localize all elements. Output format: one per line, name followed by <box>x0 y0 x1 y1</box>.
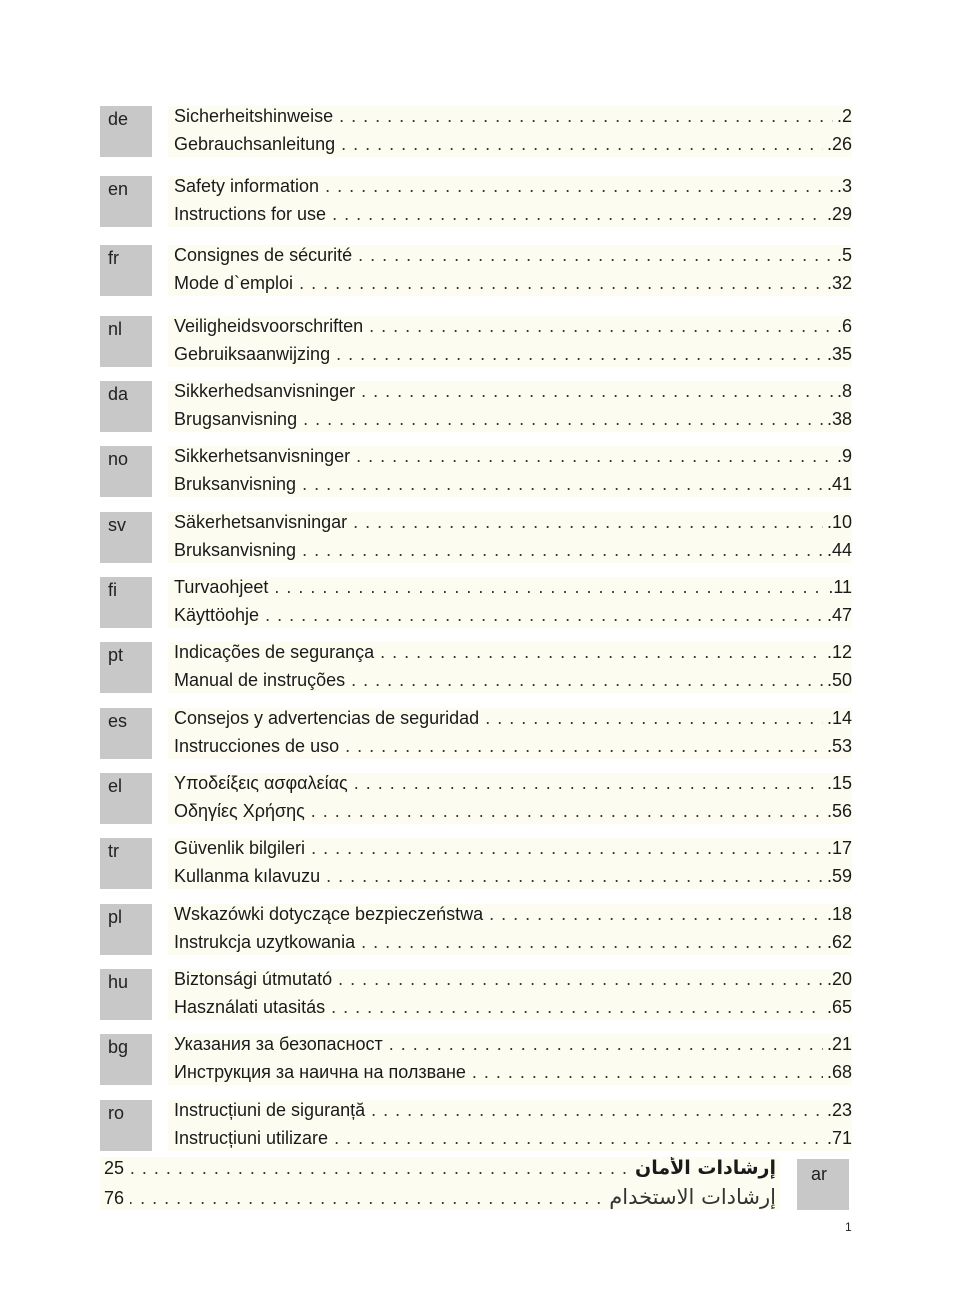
language-code-badge <box>100 904 152 955</box>
toc-lines <box>168 773 852 824</box>
language-code: pl <box>108 907 123 927</box>
toc-page-number: .41 <box>826 474 852 494</box>
toc-title: Instructions for use <box>174 204 327 224</box>
toc-line-safety[interactable] <box>174 838 852 864</box>
toc-title: Instrucțiuni de siguranță <box>174 1100 366 1120</box>
language-code: tr <box>108 841 119 861</box>
toc-page-number: .32 <box>826 273 852 293</box>
dot-leader <box>341 134 823 155</box>
toc-page-number: .29 <box>826 204 852 224</box>
toc-line-safety[interactable] <box>174 1034 852 1060</box>
toc-lines <box>168 904 852 955</box>
toc-lines <box>100 1157 780 1210</box>
toc-page-number: .44 <box>826 540 852 560</box>
page-number: 1 <box>845 1220 852 1234</box>
toc-title: Käyttöohje <box>174 605 260 625</box>
language-code: nl <box>108 319 123 339</box>
language-code-badge <box>100 512 152 563</box>
toc-page-number: 25 <box>104 1158 125 1178</box>
toc-page-number: .50 <box>826 670 852 690</box>
toc-line-safety[interactable] <box>174 642 852 668</box>
toc-page-number: .59 <box>826 866 852 886</box>
toc-title: Bruksanvisning <box>174 474 297 494</box>
toc-line-safety[interactable] <box>174 1100 852 1126</box>
language-code-badge <box>100 577 152 628</box>
toc-entry-no <box>100 446 852 497</box>
dot-leader <box>485 708 823 729</box>
toc-line-instructions[interactable] <box>174 273 852 299</box>
dot-leader <box>489 904 823 925</box>
language-code-badge <box>100 708 152 759</box>
toc-title: Gebrauchsanleitung <box>174 134 336 154</box>
dot-leader <box>371 1100 823 1121</box>
toc-lines <box>168 446 852 497</box>
toc-line-instructions[interactable] <box>174 344 852 370</box>
dot-leader <box>334 1128 823 1149</box>
toc-entry-ar <box>100 1157 852 1210</box>
toc-page-number: .11 <box>828 577 852 597</box>
toc-entry-fi <box>100 577 852 628</box>
toc-line-safety[interactable] <box>174 708 852 734</box>
toc-page-number: .15 <box>826 773 852 793</box>
toc-page-number: .20 <box>826 969 852 989</box>
toc-line-safety[interactable] <box>174 904 852 930</box>
toc-page-number: .71 <box>826 1128 852 1148</box>
toc-title: Указания за безопасност <box>174 1034 383 1054</box>
toc-lines <box>168 512 852 563</box>
dot-leader <box>325 176 833 197</box>
toc-line-instructions[interactable] <box>174 1062 852 1088</box>
toc-line-instructions[interactable] <box>104 1185 776 1211</box>
toc-title: Gebruiksaanwijzing <box>174 344 331 364</box>
toc-lines <box>168 642 852 693</box>
toc-lines <box>168 969 852 1020</box>
toc-page-number: .68 <box>826 1062 852 1082</box>
toc-line-instructions[interactable] <box>174 801 852 827</box>
dot-leader <box>389 1034 823 1055</box>
language-code-badge <box>100 773 152 824</box>
toc-page-number: .47 <box>826 605 852 625</box>
toc-page-number: .6 <box>836 316 852 336</box>
toc-line-instructions[interactable] <box>174 204 852 230</box>
toc-title: Sikkerhetsanvisninger <box>174 446 351 466</box>
toc-lines <box>168 245 852 296</box>
toc-lines <box>168 1100 852 1151</box>
toc-title: Mode d`emploi <box>174 273 294 293</box>
dot-leader <box>358 245 833 266</box>
toc-entry-es <box>100 708 852 759</box>
language-code-badge <box>797 1159 849 1210</box>
toc-line-safety[interactable] <box>174 316 852 342</box>
toc-lines <box>168 577 852 628</box>
toc-title: Veiligheidsvoorschriften <box>174 316 364 336</box>
toc-line-instructions[interactable] <box>174 670 852 696</box>
dot-leader <box>331 997 823 1018</box>
toc-entry-nl <box>100 316 852 367</box>
toc-line-safety[interactable] <box>174 773 852 799</box>
toc-page-number: .9 <box>836 446 852 466</box>
toc-page-number: .65 <box>826 997 852 1017</box>
toc-entry-pl <box>100 904 852 955</box>
toc-line-instructions[interactable] <box>174 997 852 1023</box>
dot-leader <box>338 969 823 990</box>
toc-page-number: 76 <box>104 1188 125 1208</box>
toc-page-number: .14 <box>826 708 852 728</box>
language-code: en <box>108 179 129 199</box>
language-code: es <box>108 711 128 731</box>
toc-line-safety[interactable] <box>174 512 852 538</box>
toc-title: Instrukcja uzytkowania <box>174 932 356 952</box>
toc-entry-da <box>100 381 852 432</box>
toc-line-instructions[interactable] <box>174 866 852 892</box>
toc-line-instructions[interactable] <box>174 736 852 762</box>
dot-leader <box>326 866 823 887</box>
toc-title: Bruksanvisning <box>174 540 297 560</box>
toc-page-number: .21 <box>826 1034 852 1054</box>
toc-title: Biztonsági útmutató <box>174 969 333 989</box>
language-code-badge <box>100 381 152 432</box>
toc-line-safety[interactable] <box>174 176 852 202</box>
dot-leader <box>302 540 823 561</box>
toc-title: Turvaohjeet <box>174 577 269 597</box>
toc-title: Használati utasitás <box>174 997 326 1017</box>
language-code: da <box>108 384 129 404</box>
toc-line-safety[interactable] <box>174 381 852 407</box>
toc-page-number: .53 <box>826 736 852 756</box>
language-code-badge <box>100 446 152 497</box>
toc-page-number: .8 <box>836 381 852 401</box>
toc-title: Indicações de segurança <box>174 642 375 662</box>
toc-title: Sicherheitshinweise <box>174 106 334 126</box>
language-code-badge <box>100 838 152 889</box>
toc-lines <box>168 381 852 432</box>
toc-entry-fr <box>100 245 852 296</box>
language-code-badge <box>100 1100 152 1151</box>
toc-title: Brugsanvisning <box>174 409 298 429</box>
toc-entry-bg <box>100 1034 852 1085</box>
toc-line-safety[interactable] <box>174 106 852 132</box>
language-code-badge <box>100 1034 152 1085</box>
toc-entry-de <box>100 106 852 157</box>
language-code: fi <box>108 580 117 600</box>
toc-entry-pt <box>100 642 852 693</box>
toc-line-safety[interactable] <box>174 446 852 472</box>
dot-leader <box>303 409 823 430</box>
toc-title: Οδηγίες Χρήσης <box>174 801 305 821</box>
dot-leader <box>356 446 833 467</box>
toc-line-instructions[interactable] <box>174 474 852 500</box>
toc-title: Säkerhetsanvisningar <box>174 512 348 532</box>
toc-lines <box>168 838 852 889</box>
toc-title: Manual de instruções <box>174 670 346 690</box>
toc-title: Güvenlik bilgileri <box>174 838 306 858</box>
dot-leader <box>332 204 823 225</box>
language-code-badge <box>100 245 152 296</box>
toc-entry-en <box>100 176 852 227</box>
dot-leader <box>361 381 833 402</box>
dot-leader <box>339 106 833 127</box>
toc-title: Consejos y advertencias de seguridad <box>174 708 480 728</box>
language-code: no <box>108 449 129 469</box>
toc-line-instructions[interactable] <box>174 540 852 566</box>
dot-leader <box>299 273 823 294</box>
dot-leader <box>265 605 823 626</box>
language-code-badge <box>100 969 152 1020</box>
dot-leader <box>353 512 823 533</box>
toc-lines <box>168 1034 852 1085</box>
dot-leader <box>345 736 823 757</box>
toc-line-instructions[interactable] <box>174 605 852 631</box>
dot-leader <box>380 642 823 663</box>
toc-page-number: .35 <box>826 344 852 364</box>
toc-line-instructions[interactable] <box>174 409 852 435</box>
language-code-badge <box>100 106 152 157</box>
language-code: pt <box>108 645 124 665</box>
language-code: el <box>108 776 123 796</box>
dot-leader <box>369 316 833 337</box>
dot-leader <box>311 801 823 822</box>
toc-line-instructions[interactable] <box>174 134 852 160</box>
toc-entry-sv <box>100 512 852 563</box>
language-code: bg <box>108 1037 129 1057</box>
toc-entry-hu <box>100 969 852 1020</box>
language-code: ar <box>811 1164 828 1184</box>
toc-page-number: .2 <box>836 106 852 126</box>
toc-title: Consignes de sécurité <box>174 245 353 265</box>
dot-leader <box>336 344 823 365</box>
toc-page-number: .3 <box>836 176 852 196</box>
toc-line-instructions[interactable] <box>174 1128 852 1154</box>
language-code-badge <box>100 642 152 693</box>
toc-page-number: .56 <box>826 801 852 821</box>
toc-title: Sikkerhedsanvisninger <box>174 381 356 401</box>
language-code: ro <box>108 1103 125 1123</box>
dot-leader <box>361 932 823 953</box>
dot-leader <box>274 577 824 598</box>
dot-leader <box>351 670 823 691</box>
toc-page-number: .17 <box>826 838 852 858</box>
toc-lines <box>168 708 852 759</box>
toc-lines <box>168 106 852 157</box>
toc-entry-el <box>100 773 852 824</box>
toc-lines <box>168 316 852 367</box>
toc-page-number: .18 <box>826 904 852 924</box>
toc-line-safety[interactable] <box>174 969 852 995</box>
language-code: fr <box>108 248 119 268</box>
toc-title: Wskazówki dotyczące bezpieczeństwa <box>174 904 484 924</box>
toc-title: Инструкция за наична на ползване <box>174 1062 466 1082</box>
toc-title: إرشادات الاستخدام <box>609 1185 776 1209</box>
toc-title: إرشادات الأمان <box>634 1157 776 1179</box>
toc-page-number: .26 <box>826 134 852 154</box>
toc-page-number: .10 <box>826 512 852 532</box>
toc-entry-ro <box>100 1100 852 1151</box>
toc-page-number: .38 <box>826 409 852 429</box>
toc-lines <box>168 176 852 227</box>
toc-page-number: .12 <box>826 642 852 662</box>
toc-line-instructions[interactable] <box>174 932 852 958</box>
toc-title: Kullanma kılavuzu <box>174 866 321 886</box>
toc-page-number: .62 <box>826 932 852 952</box>
toc-entry-tr <box>100 838 852 889</box>
dot-leader <box>354 773 823 794</box>
toc-line-safety[interactable] <box>174 577 852 603</box>
language-code: hu <box>108 972 129 992</box>
toc-title: Υποδείξεις ασφαλείας <box>174 773 348 793</box>
toc-line-safety[interactable] <box>174 245 852 271</box>
toc-title: Instrucciones de uso <box>174 736 340 756</box>
language-code-badge <box>100 176 152 227</box>
toc-line-safety[interactable] <box>104 1157 776 1183</box>
language-code: de <box>108 109 129 129</box>
dot-leader <box>302 474 823 495</box>
dot-leader <box>311 838 823 859</box>
toc-title: Safety information <box>174 176 320 196</box>
toc-title: Instrucțiuni utilizare <box>174 1128 329 1148</box>
toc-page-number: .5 <box>836 245 852 265</box>
toc-page-number: .23 <box>826 1100 852 1120</box>
dot-leader <box>472 1062 823 1083</box>
dot-leader <box>130 1188 601 1209</box>
dot-leader <box>130 1158 627 1179</box>
language-code-badge <box>100 316 152 367</box>
language-code: sv <box>108 515 126 535</box>
